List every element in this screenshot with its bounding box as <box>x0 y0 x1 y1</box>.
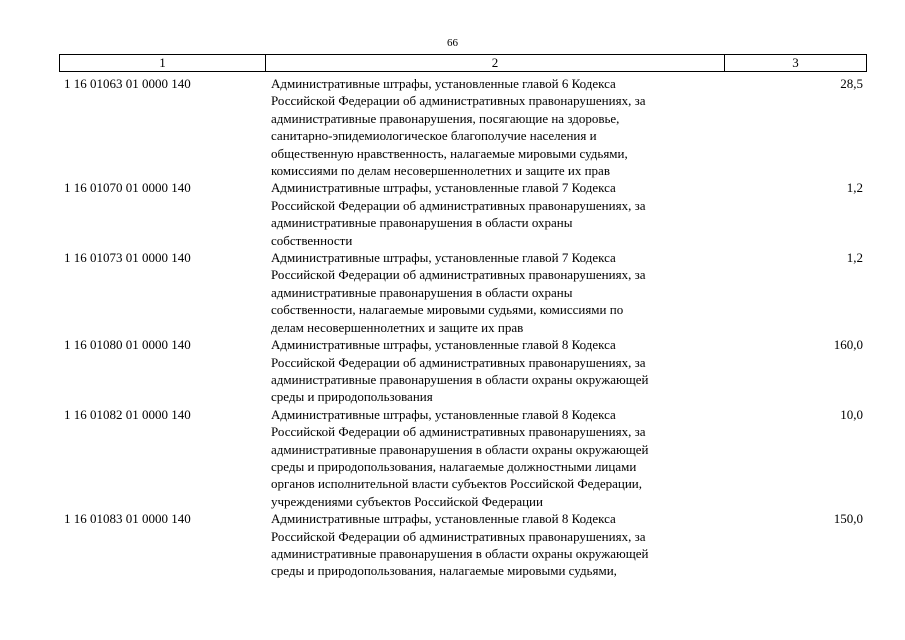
budget-code: 1 16 01080 01 0000 140 <box>64 337 191 353</box>
description-line: учреждениями субъектов Российской Федерации <box>271 493 543 509</box>
budget-code: 1 16 01082 01 0000 140 <box>64 406 191 422</box>
budget-code: 1 16 01063 01 0000 140 <box>64 76 191 91</box>
description-line: Российской Федерации об административных правонарушениях, за <box>271 528 646 544</box>
amount: 1,2 <box>846 180 863 196</box>
description-line: Административные штрафы, установленные главой 6 Кодекса <box>271 76 616 91</box>
description-line: делам несовершеннолетних и защите их прав <box>271 319 524 335</box>
table-row <box>59 249 867 336</box>
description-line: административные правонарушения в области охраны <box>271 215 573 231</box>
table-header <box>59 54 867 72</box>
amount: 150,0 <box>833 511 863 527</box>
description <box>265 179 724 249</box>
description-line: санитарно-эпидемиологическое благополучие населения и <box>271 128 597 144</box>
amount: 10,0 <box>840 406 863 422</box>
table-row <box>59 336 867 406</box>
description-line: Административные штрафы, установленные главой 7 Кодекса <box>271 250 616 266</box>
column-header-1: 1 <box>60 55 266 71</box>
description-line: административные правонарушения в области охраны окружающей <box>271 371 649 387</box>
description-line: Российской Федерации об административных правонарушениях, за <box>271 424 646 440</box>
description-line: административные правонарушения в области охраны окружающей <box>271 441 649 457</box>
amount: 28,5 <box>840 76 863 91</box>
description-line: органов исполнительной власти субъектов Российской Федерации, <box>271 476 642 492</box>
description-line: Российской Федерации об административных правонарушениях, за <box>271 354 646 370</box>
table-row <box>59 179 867 249</box>
table-row <box>59 406 867 510</box>
amount: 1,2 <box>846 250 863 266</box>
description <box>265 249 724 336</box>
description-line: общественную нравственность, налагаемые мировыми судьями, <box>271 145 628 161</box>
description-line: административные правонарушения, посягающие на здоровье, <box>271 110 620 126</box>
table-row <box>59 510 867 580</box>
budget-code: 1 16 01083 01 0000 140 <box>64 511 191 527</box>
description-line: собственности, налагаемые мировыми судьями, комиссиями по <box>271 302 624 318</box>
column-header-3: 3 <box>792 55 799 70</box>
budget-code: 1 16 01070 01 0000 140 <box>64 180 191 196</box>
amount: 160,0 <box>833 337 863 353</box>
description-line: среды и природопользования, налагаемые мировыми судьями, <box>271 563 617 579</box>
description-line: собственности <box>271 232 353 248</box>
description <box>265 336 724 406</box>
description <box>265 75 724 179</box>
table-body <box>59 75 867 580</box>
description-line: административные правонарушения в области охраны окружающей <box>271 545 649 561</box>
description-line: среды и природопользования, налагаемые должностными лицами <box>271 458 637 474</box>
description-line: Административные штрафы, установленные главой 8 Кодекса <box>271 337 616 353</box>
description-line: Административные штрафы, установленные главой 7 Кодекса <box>271 180 616 196</box>
description-line: административные правонарушения в области охраны <box>271 284 573 300</box>
description-line: Российской Федерации об административных правонарушениях, за <box>271 267 646 283</box>
description <box>265 510 724 580</box>
description-line: среды и природопользования <box>271 389 433 405</box>
page-number: 66 <box>447 37 458 49</box>
description-line: Административные штрафы, установленные главой 8 Кодекса <box>271 406 616 422</box>
table-row <box>59 75 867 179</box>
description-line: комиссиями по делам несовершеннолетних и защите их прав <box>271 163 610 179</box>
description-line: Российской Федерации об административных правонарушениях, за <box>271 197 646 213</box>
description <box>265 406 724 510</box>
column-header-2: 2 <box>266 55 725 71</box>
description-line: Административные штрафы, установленные главой 8 Кодекса <box>271 511 616 527</box>
description-line: Российской Федерации об административных правонарушениях, за <box>271 93 646 109</box>
budget-code: 1 16 01073 01 0000 140 <box>64 250 191 266</box>
